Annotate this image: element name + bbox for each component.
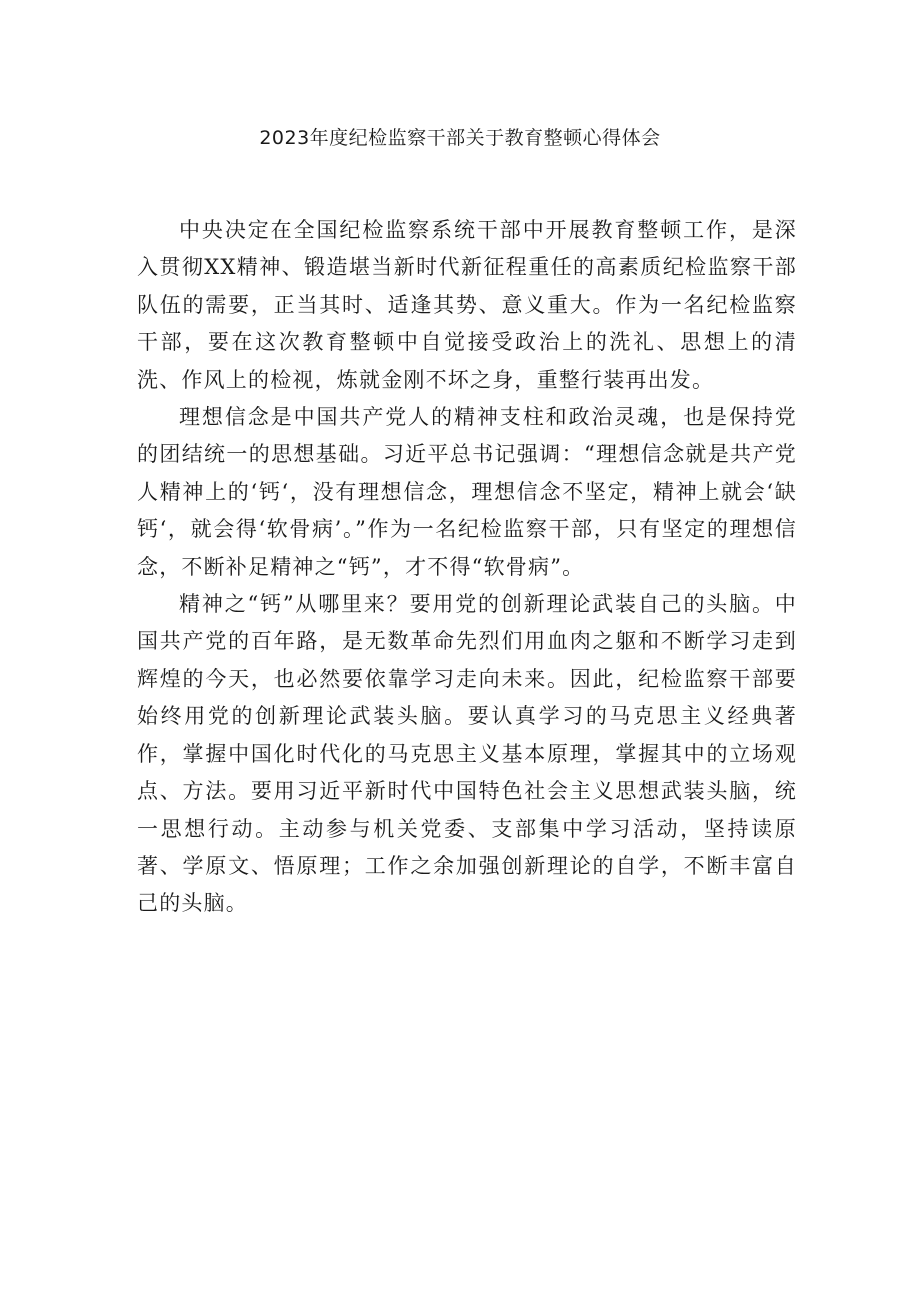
paragraph-1: 中央决定在全国纪检监察系统干部中开展教育整顿工作，是深入贯彻XX精神、锻造堪当新时代新征程重任的高素质纪检监察干部队伍的需要，正当其时、适逢其势、意义重大。作为一名纪检监察干部，要在这次教育整顿中自觉接受政治上的洗礼、思想上的清洗、作风上的检视，炼就金刚不坏之身，重整行装再出发。 (137, 218, 797, 392)
paragraph-2: 理想信念是中国共产党人的精神支柱和政治灵魂，也是保持党的团结统一的思想基础。习近平总书记强调：“理想信念就是共产党人精神上的‘钙‘，没有理想信念，理想信念不坚定，精神上就会‘缺钙‘，就会得‘软骨病’。”作为一名纪检监察干部，只有坚定的理想信念，不断补足精神之“钙”，才不得“软骨病”。 (137, 405, 797, 579)
document-title: 2023年度纪检监察干部关于教育整顿心得体会 (259, 127, 661, 149)
paragraph-3: 精神之“钙”从哪里来？要用党的创新理论武装自己的头脑。中国共产党的百年路，是无数革命先烈们用血肉之躯和不断学习走到辉煌的今天，也必然要依靠学习走向未来。因此，纪检监察干部要始终用党的创新理论武装头脑。要认真学习的马克思主义经典著作，掌握中国化时代化的马克思主义基本原理，掌握其中的立场观点、方法。要用习近平新时代中国特色社会主义思想武装头脑，统一思想行动。主动参与机关党委、支部集中学习活动，坚持读原著、学原文、悟原理；工作之余加强创新理论的自学，不断丰富自己的头脑。 (137, 592, 797, 916)
document-body (137, 212, 797, 923)
